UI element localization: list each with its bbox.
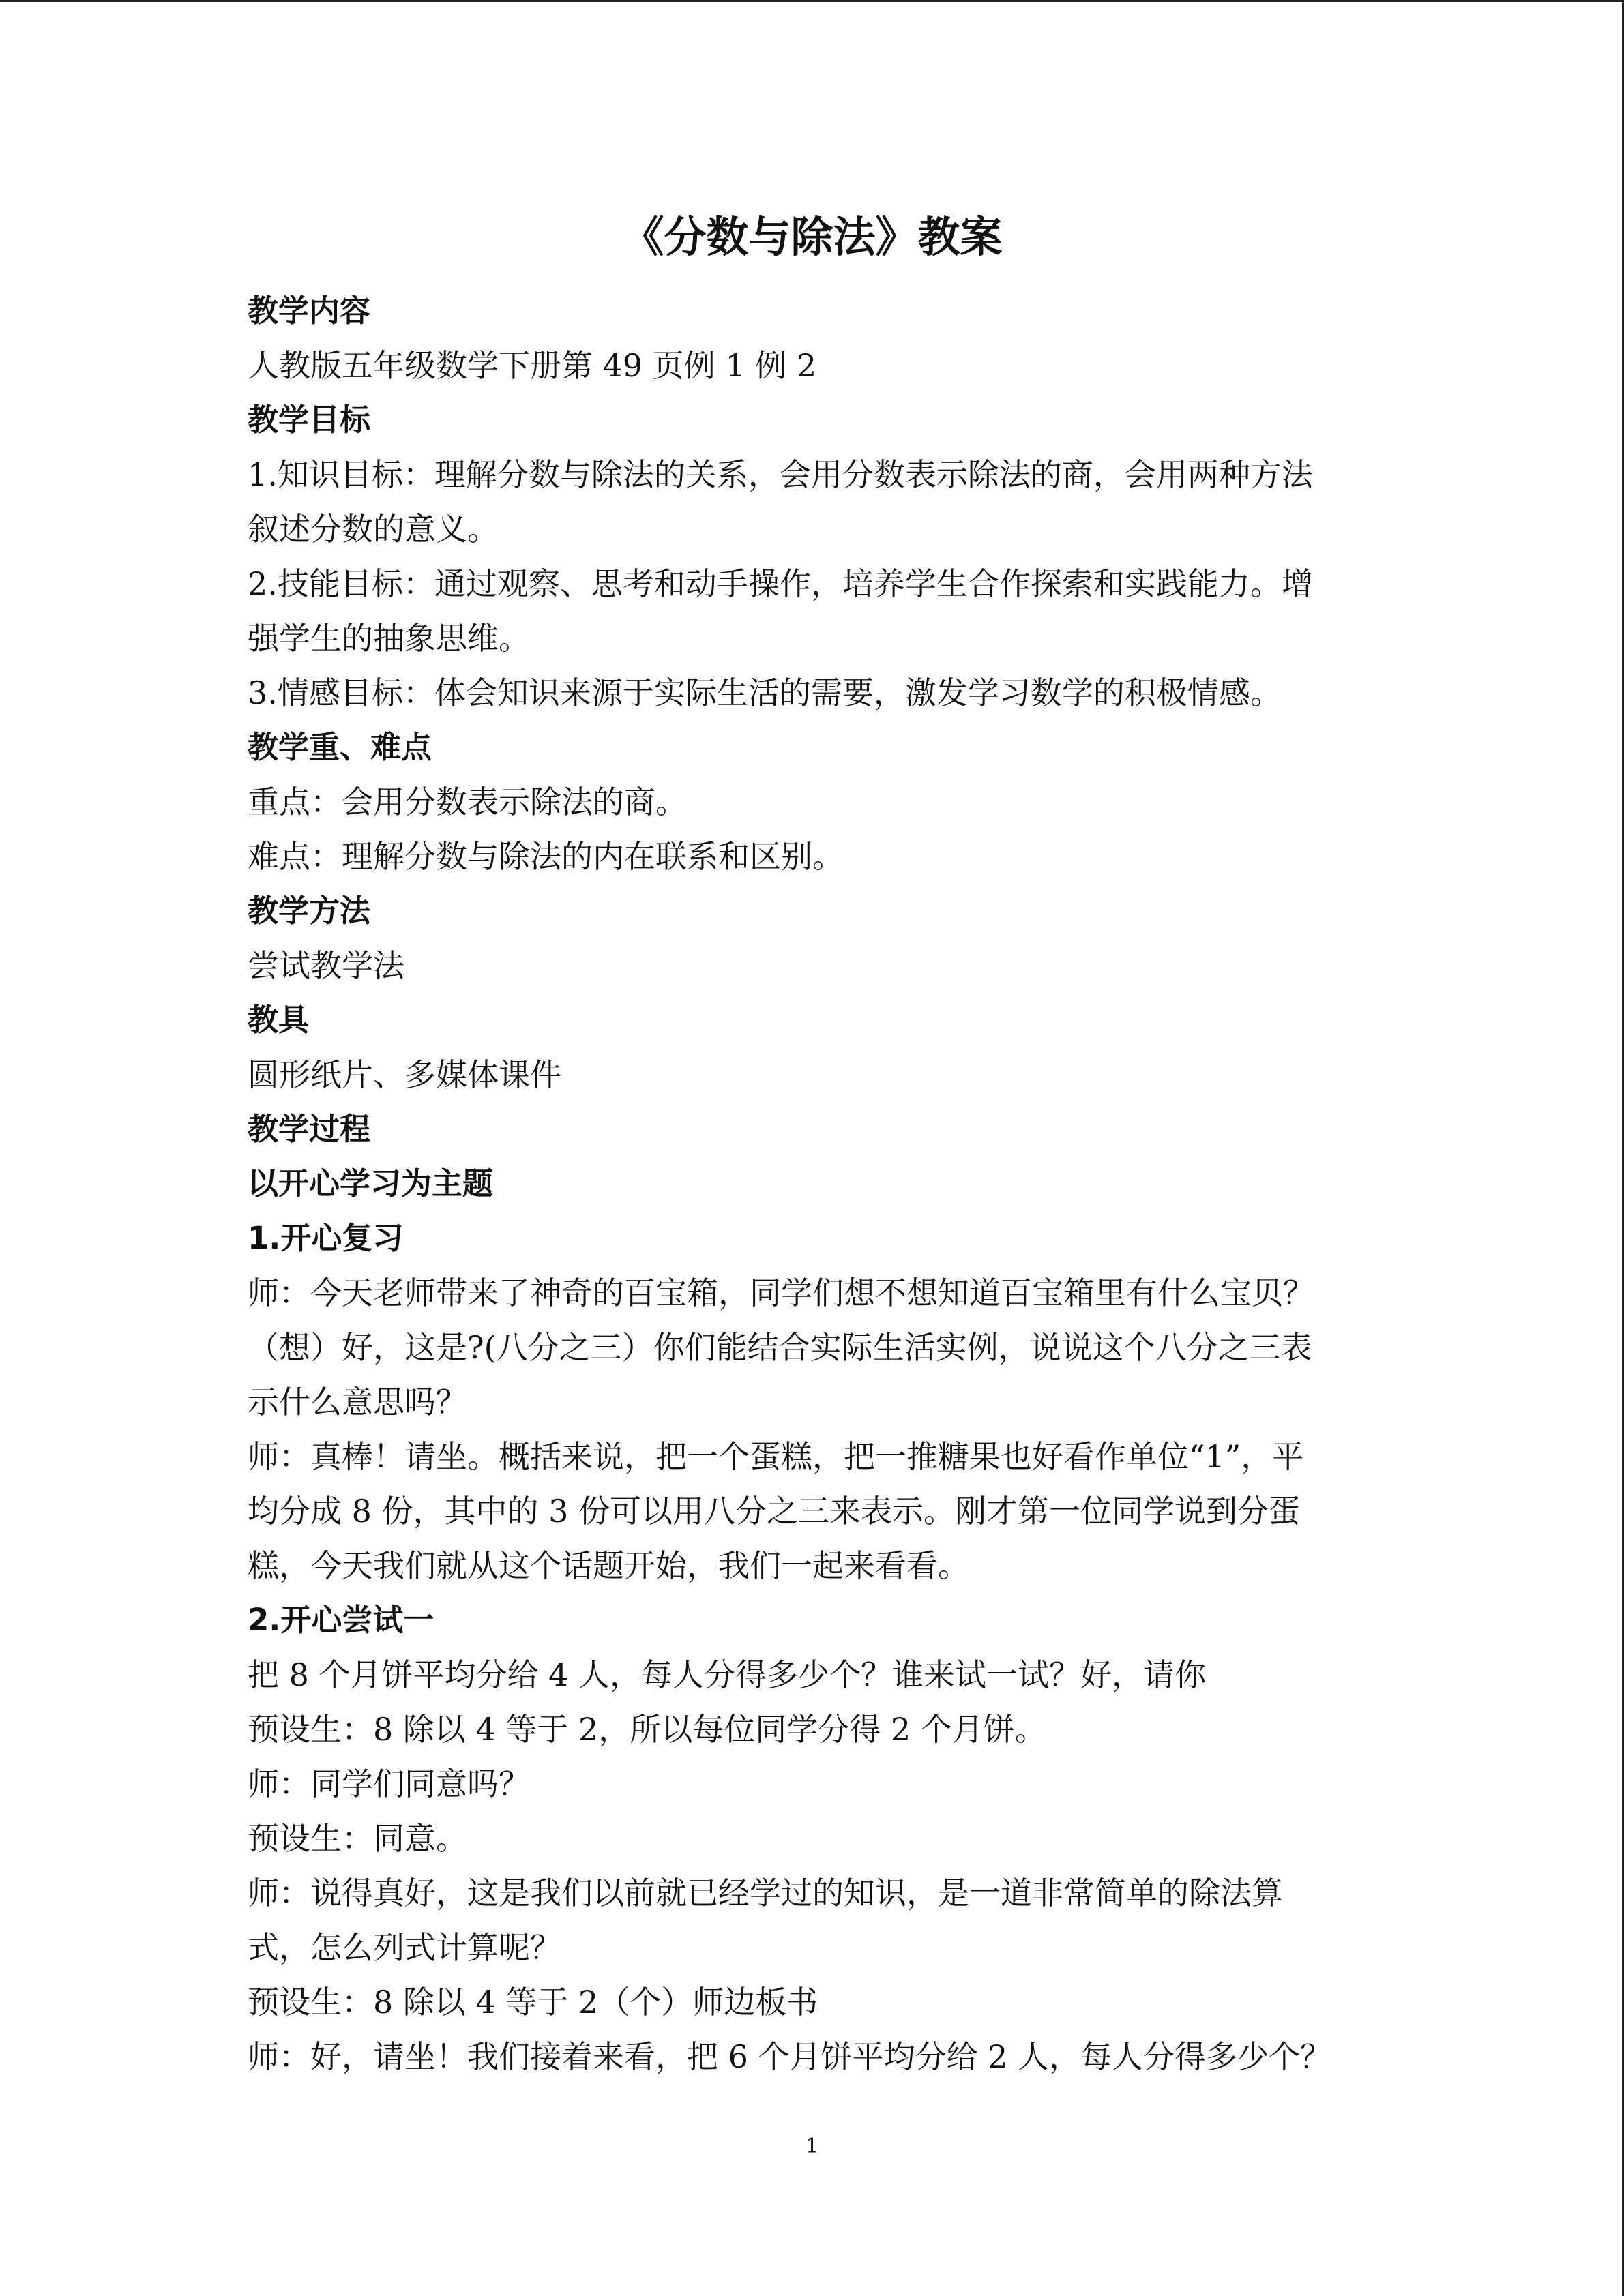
body-line: 叙述分数的意义。 [248, 511, 499, 548]
body-line: 难点：理解分数与除法的内在联系和区别。 [248, 838, 844, 875]
document-body [248, 284, 1380, 2084]
body-line: 均分成 8 份，其中的 3 份可以用八分之三来表示。刚才第一位同学说到分蛋 [248, 1493, 1301, 1530]
body-line: 重点：会用分数表示除法的商。 [248, 784, 687, 820]
body-line: 圆形纸片、多媒体课件 [248, 1056, 561, 1093]
body-line: 示什么意思吗？ [248, 1384, 467, 1420]
body-line: 师：好，请坐！我们接着来看，把 6 个月饼平均分给 2 人，每人分得多少个？ [248, 2038, 1332, 2075]
document-title: 《分数与除法》教案 [621, 212, 1003, 262]
body-line: 师：说得真好，这是我们以前就已经学过的知识，是一道非常简单的除法算 [248, 1875, 1283, 1911]
body-line: 2.技能目标：通过观察、思考和动手操作，培养学生合作探索和实践能力。增 [248, 565, 1313, 602]
body-line: 人教版五年级数学下册第 49 页例 1 例 2 [248, 347, 817, 384]
body-line: 强学生的抽象思维。 [248, 620, 530, 657]
body-line: 式，怎么列式计算呢？ [248, 1929, 561, 1966]
body-line: 尝试教学法 [248, 947, 404, 984]
section-heading: 2.开心尝试一 [248, 1602, 434, 1638]
section-heading: 以开心学习为主题 [248, 1165, 494, 1202]
body-line: 师：真棒！请坐。概括来说，把一个蛋糕，把一推糖果也好看作单位“1”，平 [248, 1438, 1304, 1475]
body-line: 糕，今天我们就从这个话题开始，我们一起来看看。 [248, 1547, 969, 1584]
section-heading: 1.开心复习 [248, 1220, 404, 1256]
body-line: 预设生：8 除以 4 等于 2（个）师边板书 [248, 1984, 818, 2021]
page-number: 1 [805, 2134, 819, 2158]
body-line: 预设生：8 除以 4 等于 2，所以每位同学分得 2 个月饼。 [248, 1711, 1046, 1748]
body-line: 师：同学们同意吗？ [248, 1765, 530, 1802]
body-line: 预设生：同意。 [248, 1820, 467, 1857]
section-heading: 教学方法 [248, 893, 371, 929]
body-line: 1.知识目标：理解分数与除法的关系，会用分数表示除法的商，会用两种方法 [248, 456, 1313, 493]
body-line: 3.情感目标：体会知识来源于实际生活的需要，激发学习数学的积极情感。 [248, 674, 1282, 711]
section-heading: 教学内容 [248, 293, 371, 329]
body-line: 师：今天老师带来了神奇的百宝箱，同学们想不想知道百宝箱里有什么宝贝？ [248, 1274, 1314, 1311]
section-heading: 教具 [248, 1002, 310, 1038]
page-border-top [0, 0, 1624, 2]
section-heading: 教学重、难点 [248, 729, 432, 765]
body-line: （想）好，这是?(八分之三）你们能结合实际生活实例，说说这个八分之三表 [248, 1329, 1312, 1366]
section-heading: 教学过程 [248, 1111, 371, 1147]
body-line: 把 8 个月饼平均分给 4 人，每人分得多少个？谁来试一试？好，请你 [248, 1656, 1207, 1693]
section-heading: 教学目标 [248, 402, 371, 438]
